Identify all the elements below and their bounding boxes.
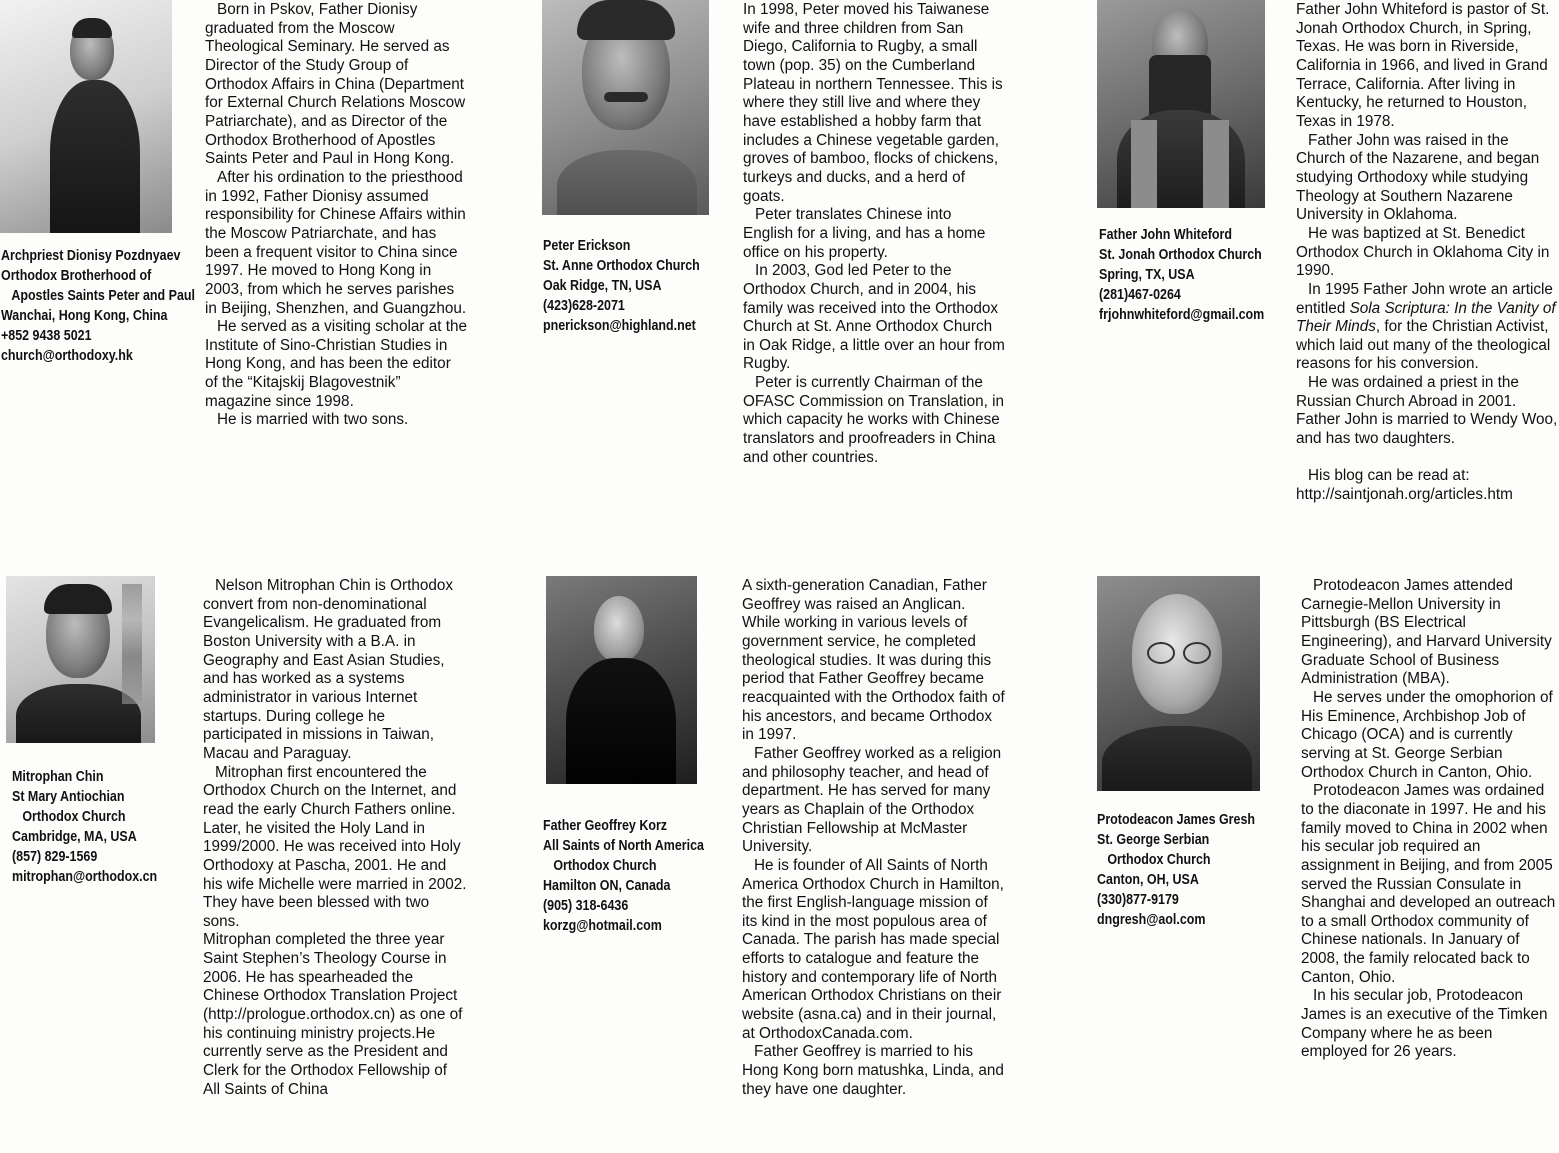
portrait-photo (1097, 576, 1260, 791)
contact-caption: Archpriest Dionisy Pozdnyaev Orthodox Brotherhood of Apostles Saints Peter and Paul Wanchai, Hong Kong, China +852 9438 5021 church@orthodoxy.hk (1, 248, 195, 364)
biography-text: Nelson Mitrophan Chin is Orthodox convert from non-denominational Evangelicalism. He graduated from Boston University with a B.A. in Geography and East Asian Studies, and has worked as a systems administrator in various Internet startups. During college he participated in missions in Taiwan, Macau and Paraguay. Mitrophan first encountered the Orthodox Church on the Internet, and read the early Church Fathers online. Later, he visited the Holy Land in 1999/2000. He was received into Holy Orthodoxy at Pascha, 2001. He and his wife Michelle were married in 2002. They have been blessed with two sons. Mitrophan completed the three year Saint Stephen’s Theology Course in 2006. He has spearheaded the Chinese Orthodox Translation Project (http://prologue.orthodox.cn) as one of his continuing ministry projects.He currently serve as the President and Clerk for the Orthodox Fellowship of All Saints of China (203, 577, 467, 1098)
portrait-photo (542, 0, 709, 215)
contact-caption: Peter Erickson St. Anne Orthodox Church Oak Ridge, TN, USA (423)628-2071 pnerickson@highland.net (543, 238, 700, 334)
biography-text: Father John Whiteford is pastor of St. Jonah Orthodox Church, in Spring, Texas. He was born in Riverside, California in 1966, and lived in Grand Terrace, California. After living in Kentucky, he returned to Houston, Texas in 1978. Father John was raised in the Church of the Nazarene, and began studying Orthodoxy while studying Theology at Southern Nazarene University in Oklahoma. He was baptized at St. Benedict Orthodox Church in Oklahoma City in 1990. In 1995 Father John wrote an article entitled Sola Scriptura: In the Vanity of Their Minds, for the Christian Activist, which laid out many of the theological reasons for his conversion. He was ordained a priest in the Russian Church Abroad in 2001. Father John is married to Wendy Woo, and has two daughters. His blog can be read at: http://saintjonah.org/articles.htm (1296, 1, 1558, 504)
contact-caption: Protodeacon James Gresh St. George Serbian Orthodox Church Canton, OH, USA (330)877-9179 dngresh@aol.com (1097, 812, 1256, 928)
contact-caption: Mitrophan Chin St Mary Antiochian Orthodox Church Cambridge, MA, USA (857) 829-1569 mitrophan@orthodox.cn (12, 769, 158, 885)
biography-text: Protodeacon James attended Carnegie-Mellon University in Pittsburgh (BS Electrical Engineering), and Harvard University Graduate School of Business Administration (MBA). He serves under the omophorion of His Eminence, Archbishop Job of Chicago (OCA) and is currently serving at St. George Serbian Orthodox Church in Canton, Ohio. Protodeacon James was ordained to the diaconate in 1997. He and his family moved to China in 2002 when his secular job required an assignment in Beijing, and from 2005 served the Russian Consulate in Shanghai and developed an outreach to a small Orthodox community of Chinese nationals. In January of 2008, the family relocated back to Canton, Ohio. In his secular job, Protodeacon James is an executive of the Timken Company where he as been employed for 26 years. (1301, 577, 1556, 1061)
contact-caption: Father John Whiteford St. Jonah Orthodox Church Spring, TX, USA (281)467-0264 frjohnwhiteford@gmail.com (1099, 227, 1265, 323)
portrait-photo (546, 576, 697, 784)
biography-text: In 1998, Peter moved his Taiwanese wife and three children from San Diego, California to Rugby, a small town (pop. 35) on the Cumberland Plateau in northern Tennessee. This is where they still live and where they have established a hobby farm that includes a Chinese vegetable garden, groves of bamboo, flocks of chickens, turkeys and ducks, and a herd of goats. Peter translates Chinese into English for a living, and has a home office on his property. In 2003, God led Peter to the Orthodox Church, and in 2004, his family was received into the Orthodox Church at St. Anne Orthodox Church in Oak Ridge, a little over an hour from Rugby. Peter is currently Chairman of the OFASC Commission on Translation, in which capacity he works with Chinese translators and proofreaders in China and other countries. (743, 1, 1005, 466)
portrait-photo (0, 0, 172, 233)
portrait-photo (6, 576, 155, 743)
portrait-photo (1097, 0, 1265, 208)
contact-caption: Father Geoffrey Korz All Saints of North America Orthodox Church Hamilton ON, Canada (905) 318-6436 korzg@hotmail.com (543, 818, 704, 934)
biography-text: A sixth-generation Canadian, Father Geoffrey was raised an Anglican. While working in various levels of government service, he completed theological studies. It was during this period that Father Geoffrey became reacquainted with the Orthodox faith of his ancestors, and became Orthodox in 1997. Father Geoffrey worked as a religion and philosophy teacher, and head of department. He has served for many years as Chaplain of the Orthodox Christian Fellowship at McMaster University. He is founder of All Saints of North America Orthodox Church in Hamilton, the first English-language mission of its kind in the most populous area of Canada. The parish has made special efforts to catalogue and feature the history and contemporary life of North American Orthodox Christians on their website (asna.ca) and in their journal, at OrthodoxCanada.com. Father Geoffrey is married to his Hong Kong born matushka, Linda, and they have one daughter. (742, 577, 1005, 1098)
biography-text: Born in Pskov, Father Dionisy graduated from the Moscow Theological Seminary. He served as Director of the Study Group of Orthodox Affairs in China (Department for External Church Relations Moscow Patriarchate), and as Director of the Orthodox Brotherhood of Apostles Saints Peter and Paul in Hong Kong. After his ordination to the priesthood in 1992, Father Dionisy assumed responsibility for Chinese Affairs within the Moscow Patriarchate, and has been a frequent visitor to China since 1997. He moved to Hong Kong in 2003, from which he serves parishes in Beijing, Shenzhen, and Guangzhou. He served as a visiting scholar at the Institute of Sino-Christian Studies in Hong Kong, and has been the editor of the “Kitajskij Blagovestnik” magazine since 1998. He is married with two sons. (205, 1, 467, 429)
